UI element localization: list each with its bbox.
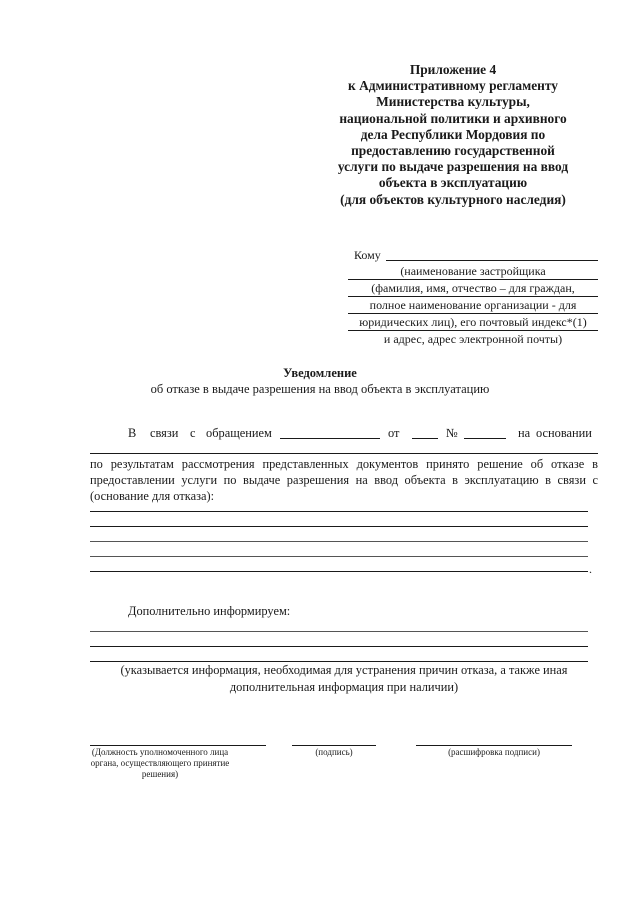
appeal-field[interactable] — [280, 438, 380, 439]
header-line: объекта в эксплуатацию — [378, 175, 528, 191]
reason-line[interactable] — [90, 511, 588, 512]
basis-field[interactable] — [90, 453, 598, 454]
appeal-word: связи — [150, 426, 179, 440]
signature-decoding-caption: (расшифровка подписи) — [448, 747, 540, 757]
notice-subtitle: об отказе в выдаче разрешения на ввод объекта в эксплуатацию — [150, 382, 490, 396]
recipient-hint-line: и адрес, адрес электронной почты) — [383, 332, 563, 346]
additional-caption: (указывается информация, необходимая для устранения причин отказа, а также иная дополнительная информация при наличии) — [120, 663, 568, 694]
appeal-word: обращением — [206, 426, 272, 440]
appeal-date-field[interactable] — [412, 438, 438, 439]
recipient-label: Кому — [354, 248, 381, 262]
header-line: (для объектов культурного наследия) — [340, 191, 566, 207]
recipient-hint-line: полное наименование организации - для — [348, 297, 598, 314]
header-line: к Административному регламенту — [348, 78, 558, 94]
appeal-word: основании — [536, 426, 592, 440]
signature-caption: (подпись) — [315, 747, 353, 757]
reason-line[interactable] — [90, 556, 588, 557]
appeal-line — [90, 426, 598, 444]
appeal-number-label: № — [446, 426, 458, 440]
reason-line[interactable] — [90, 526, 588, 527]
appeal-number-field[interactable] — [464, 438, 506, 439]
header-line: услуги по выдаче разрешения на ввод — [337, 159, 569, 175]
notice-title: Уведомление — [283, 366, 357, 380]
additional-label: Дополнительно информируем: — [128, 604, 291, 618]
signature-decoding-field[interactable] — [416, 745, 572, 746]
appendix-header — [318, 62, 588, 208]
header-line: Приложение 4 — [409, 62, 497, 77]
appeal-word: на — [518, 426, 531, 440]
appeal-word: с — [190, 426, 196, 440]
signature-field[interactable] — [292, 745, 376, 746]
reason-period: . — [589, 562, 592, 576]
header-line: национальной политики и архивного — [339, 110, 567, 126]
header-line: Министерства культуры, — [376, 94, 530, 110]
appeal-word: В — [128, 426, 137, 440]
recipient-block — [348, 247, 598, 347]
additional-line[interactable] — [90, 631, 588, 632]
reason-line[interactable] — [90, 541, 588, 542]
recipient-hint-line: юридических лиц), его почтовый индекс*(1) — [348, 314, 598, 331]
recipient-hint-line: (наименование застройщика — [348, 263, 598, 280]
additional-line[interactable] — [90, 646, 588, 647]
decision-text: по результатам рассмотрения представленных документов принято решение об отказе в предоставлении услуги по выдаче разрешения на ввод объекта в эксплуатацию в связи с (основание для отказа): — [90, 457, 598, 503]
recipient-field[interactable] — [386, 260, 598, 261]
appeal-date-label: от — [388, 426, 400, 440]
header-line: дела Республики Мордовия по — [360, 126, 546, 142]
position-caption: (Должность уполномоченного лица органа, осуществляющего принятие решения) — [90, 747, 230, 779]
reason-line[interactable] — [90, 571, 588, 572]
recipient-row — [348, 247, 598, 263]
position-field[interactable] — [90, 745, 266, 746]
recipient-hint-line: (фамилия, имя, отчество – для граждан, — [348, 280, 598, 297]
header-line: предоставлению государственной — [351, 143, 555, 159]
